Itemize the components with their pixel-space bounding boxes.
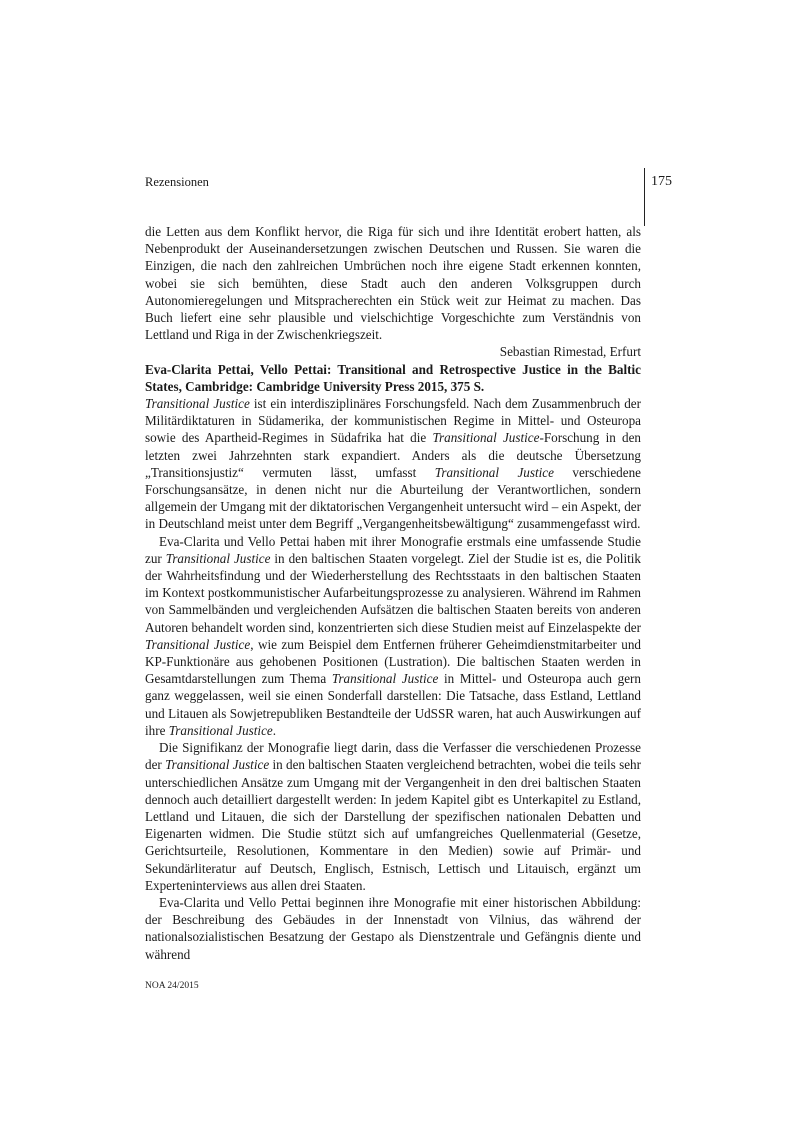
term-italic: Transitional Justice xyxy=(331,671,439,687)
term-italic: Transitional Justice xyxy=(145,396,250,412)
review2-paragraph-3: Die Signifikanz der Monografie liegt darin, dass die Verfasser die verschiedenen Prozesse der Transitional Justice in den baltischen Staaten vergleichend betrachten, wobei die teils sehr unterschiedlichen Ansätze zum Umgang mit der Vergangenheit in den drei baltischen Staaten dennoch auch detailliert dargestellt werden: In jedem Kapitel gibt es Unterkapitel zu Estland, Lettland und Litauen, die sich der Darstellung der spezifischen nationalen Debatten und Eigenarten widmen. Die Studie stützt sich auf umfangreiches Quellenmaterial (Gesetze, Gerichtsurteile, Resolutionen, Kommentare in den Medien) sowie auf Primär- und Sekundärliteratur auf Deutsch, Englisch, Estnisch, Lettisch und Litauisch, ergänzt um Experteninterviews aus allen drei Staaten. xyxy=(145,740,641,893)
review1-closing-paragraph: die Letten aus dem Konflikt hervor, die Riga für sich und ihre Identität erobert hatten, als Nebenprodukt der Auseinandersetzungen zwischen Deutschen und Russen. Sie waren die Einzigen, die nach den zahlreichen Umbrüchen noch ihre eigene Stadt erkennen konnten, wobei sie sich bemühten, diese Stadt auch den anderen Volksgruppen durch Autonomieregelungen und Mitspracherechten ein Stück weit zur Heimat zu machen. Das Buch liefert eine sehr plausible und vielschichtige Vorgeschichte zum Verständnis von Lettland und Riga in der Zwischenkriegszeit. xyxy=(145,224,641,343)
review2-paragraph-1: Transitional Justice ist ein interdisziplinäres Forschungsfeld. Nach dem Zusammenbruch der Militärdiktaturen in Südamerika, der kommunistischen Regime in Mittel- und Osteuropa sowie des Apartheid-Regimes in Südafrika hat die Transitional Justice-Forschung in den letzten zwei Jahrzehnten stark expandiert. Anders als die deutsche Übersetzung „Transitionsjustiz“ vermuten lässt, umfasst Transitional Justice verschiedene Forschungsansätze, in denen nicht nur die Aburteilung der Verantwortlichen, sondern allgemein der Umgang mit der diktatorischen Vergangenheit untersucht wird – ein Aspekt, der in Deutschland meist unter dem Begriff „Vergangenheitsbewältigung“ zusammengefasst wird. xyxy=(145,396,642,532)
journal-footer: NOA 24/2015 xyxy=(145,981,199,991)
body-text xyxy=(145,223,641,963)
review2-paragraph-4: Eva-Clarita und Vello Pettai beginnen ihre Monografie mit einer historischen Abbildung: der Beschreibung des Gebäudes in der Innenstadt von Vilnius, das während der nationalsozialistischen Besatzung der Gestapo als Dienstzentrale und Gefängnis diente und während xyxy=(145,894,641,962)
page-number-rule xyxy=(644,168,645,226)
running-head: Rezensionen xyxy=(145,175,209,189)
term-italic: Transitional Justice xyxy=(165,550,271,566)
term-italic: Transitional Justice xyxy=(168,722,273,738)
term-italic: Transitional Justice xyxy=(434,464,554,480)
term-italic: Transitional Justice xyxy=(165,757,270,773)
term-italic: Transitional Justice xyxy=(145,636,251,652)
term-italic: Transitional Justice xyxy=(432,430,540,446)
page-number: 175 xyxy=(651,174,672,189)
review1-signature: Sebastian Rimestad, Erfurt xyxy=(499,344,641,360)
review2-heading: Eva-Clarita Pettai, Vello Pettai: Transitional and Retrospective Justice in the Baltic States, Cambridge: Cambridge University Press 2015, 375 S. xyxy=(145,361,641,394)
review2-paragraph-2: Eva-Clarita und Vello Pettai haben mit ihrer Monografie erstmals eine umfassende Studie zur Transitional Justice in den baltischen Staaten vorgelegt. Ziel der Studie ist es, die Politik der Wahrheitsfindung und der Wiederherstellung des Rechtsstaats in den baltischen Staaten im Kontext postkommunistischer Aufarbeitungsprozesse zu analysieren. Während im Rahmen von Sammelbänden und vergleichenden Aufsätzen die baltischen Staaten bereits von anderen Autoren behandelt worden sind, konzentrierten sich diese Studien meist auf Einzelaspekte der Transitional Justice, wie zum Beispiel dem Entfernen früherer Geheimdienstmitarbeiter und KP-Funktionäre aus gehobenen Positionen (Lustration). Die baltischen Staaten werden in Gesamtdarstellungen zum Thema Transitional Justice in Mittel- und Osteuropa auch gern ganz weggelassen, weil sie einen Sonderfall darstellen: Die Tatsache, dass Estland, Lettland und Litauen als Sowjetrepubliken Bestandteile der UdSSR waren, hat auch Auswirkungen auf ihre Transitional Justice. xyxy=(145,533,641,738)
